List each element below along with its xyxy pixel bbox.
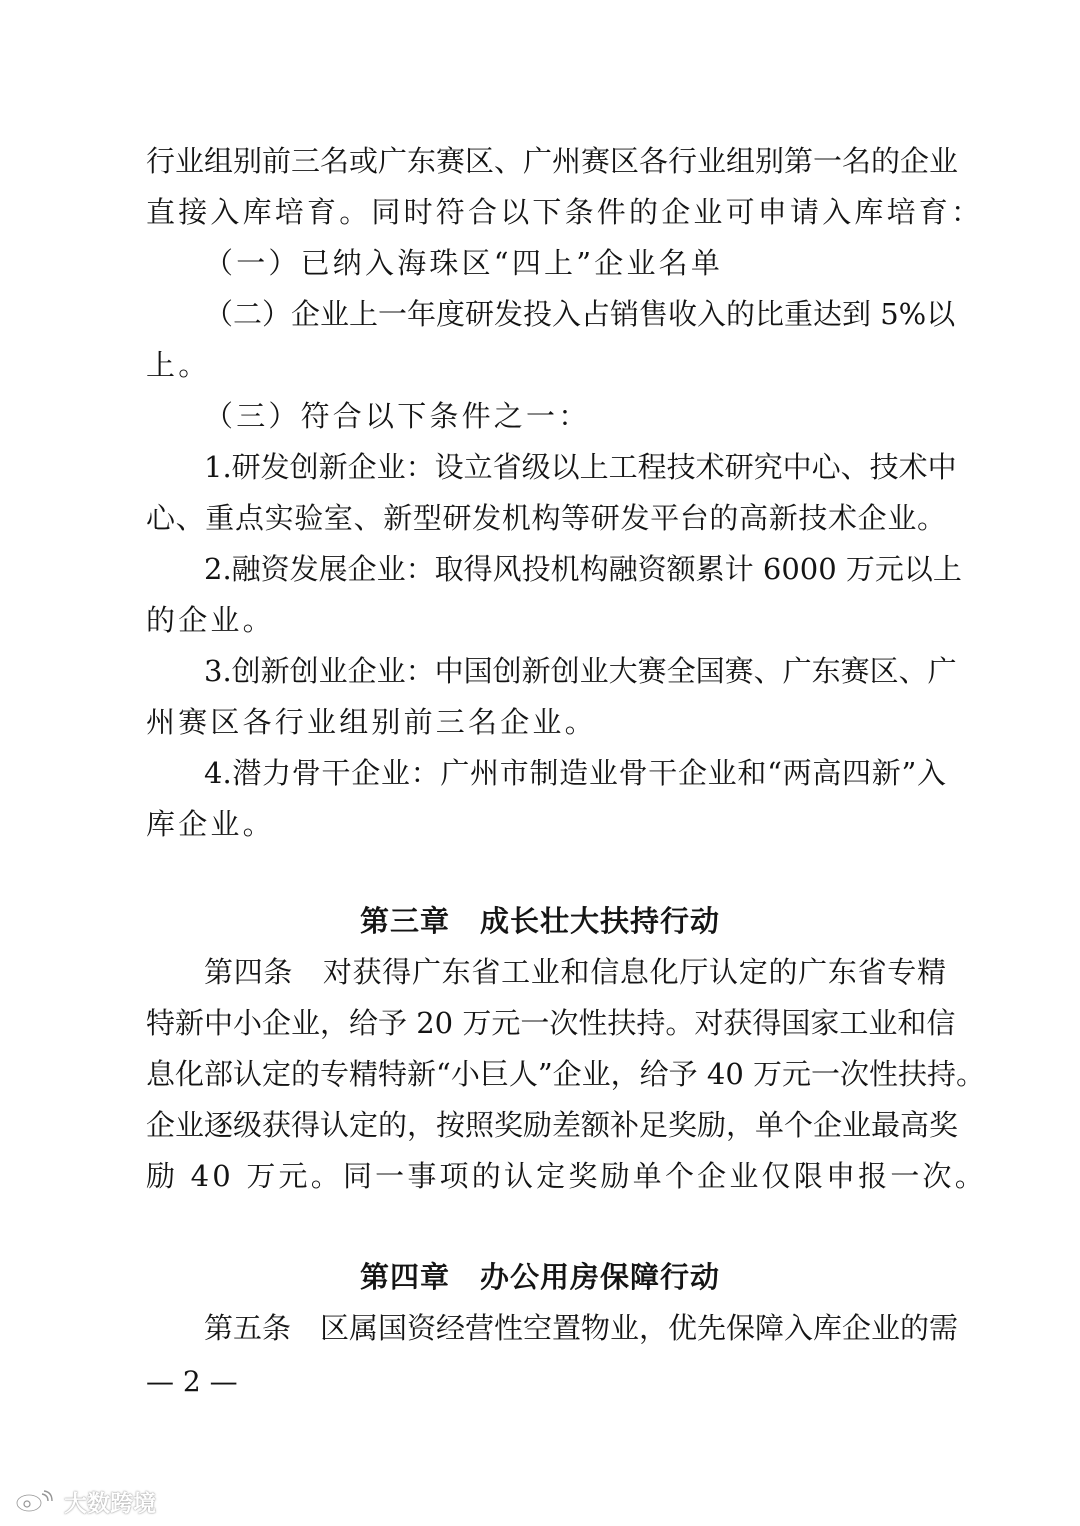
body-line: 息化部认定的专精特新“小巨人”企业，给予 40 万元一次性扶持。 <box>146 1057 985 1091</box>
body-line: 上。 <box>146 348 211 382</box>
body-line: 特新中小企业，给予 20 万元一次性扶持。对获得国家工业和信 <box>146 1006 956 1040</box>
list-item-1: （一）已纳入海珠区“四上”企业名单 <box>204 246 724 280</box>
weibo-logo-icon <box>14 1488 58 1514</box>
article-4-line: 第四条 对获得广东省工业和信息化厅认定的广东省专精 <box>204 955 946 989</box>
article-5-line: 第五条 区属国资经营性空置物业，优先保障入库企业的需 <box>204 1311 959 1345</box>
body-line: 州赛区各行业组别前三名企业。 <box>146 705 597 739</box>
condition-4: 4.潜力骨干企业：广州市制造业骨干企业和“两高四新”入 <box>204 756 946 790</box>
condition-3: 3.创新创业企业：中国创新创业大赛全国赛、广东赛区、广 <box>204 654 957 688</box>
watermark-text: 大数跨境 <box>64 1490 156 1517</box>
body-line: 直接入库培育。同时符合以下条件的企业可申请入库培育： <box>146 195 984 229</box>
watermark <box>14 1484 156 1518</box>
body-line: 心、重点实验室、新型研发机构等研发平台的高新技术企业。 <box>146 501 946 535</box>
body-line: 的企业。 <box>146 603 275 637</box>
condition-2: 2.融资发展企业：取得风投机构融资额累计 6000 万元以上 <box>204 552 962 586</box>
body-line: 库企业。 <box>146 807 275 841</box>
body-line: 励 40 万元。同一事项的认定奖励单个企业仅限申报一次。 <box>146 1159 987 1193</box>
chapter-heading: 第三章 成长壮大扶持行动 <box>359 904 720 938</box>
list-item-3: （三）符合以下条件之一： <box>204 399 591 433</box>
list-item-2: （二）企业上一年度研发投入占销售收入的比重达到 5%以 <box>204 297 956 331</box>
condition-1: 1.研发创新企业：设立省级以上工程技术研究中心、技术中 <box>204 450 957 484</box>
body-line: 企业逐级获得认定的，按照奖励差额补足奖励，单个企业最高奖 <box>146 1108 959 1142</box>
page-number: — 2 — <box>146 1365 238 1398</box>
body-line: 行业组别前三名或广东赛区、广州赛区各行业组别第一名的企业 <box>146 144 959 178</box>
chapter-heading: 第四章 办公用房保障行动 <box>359 1260 720 1294</box>
